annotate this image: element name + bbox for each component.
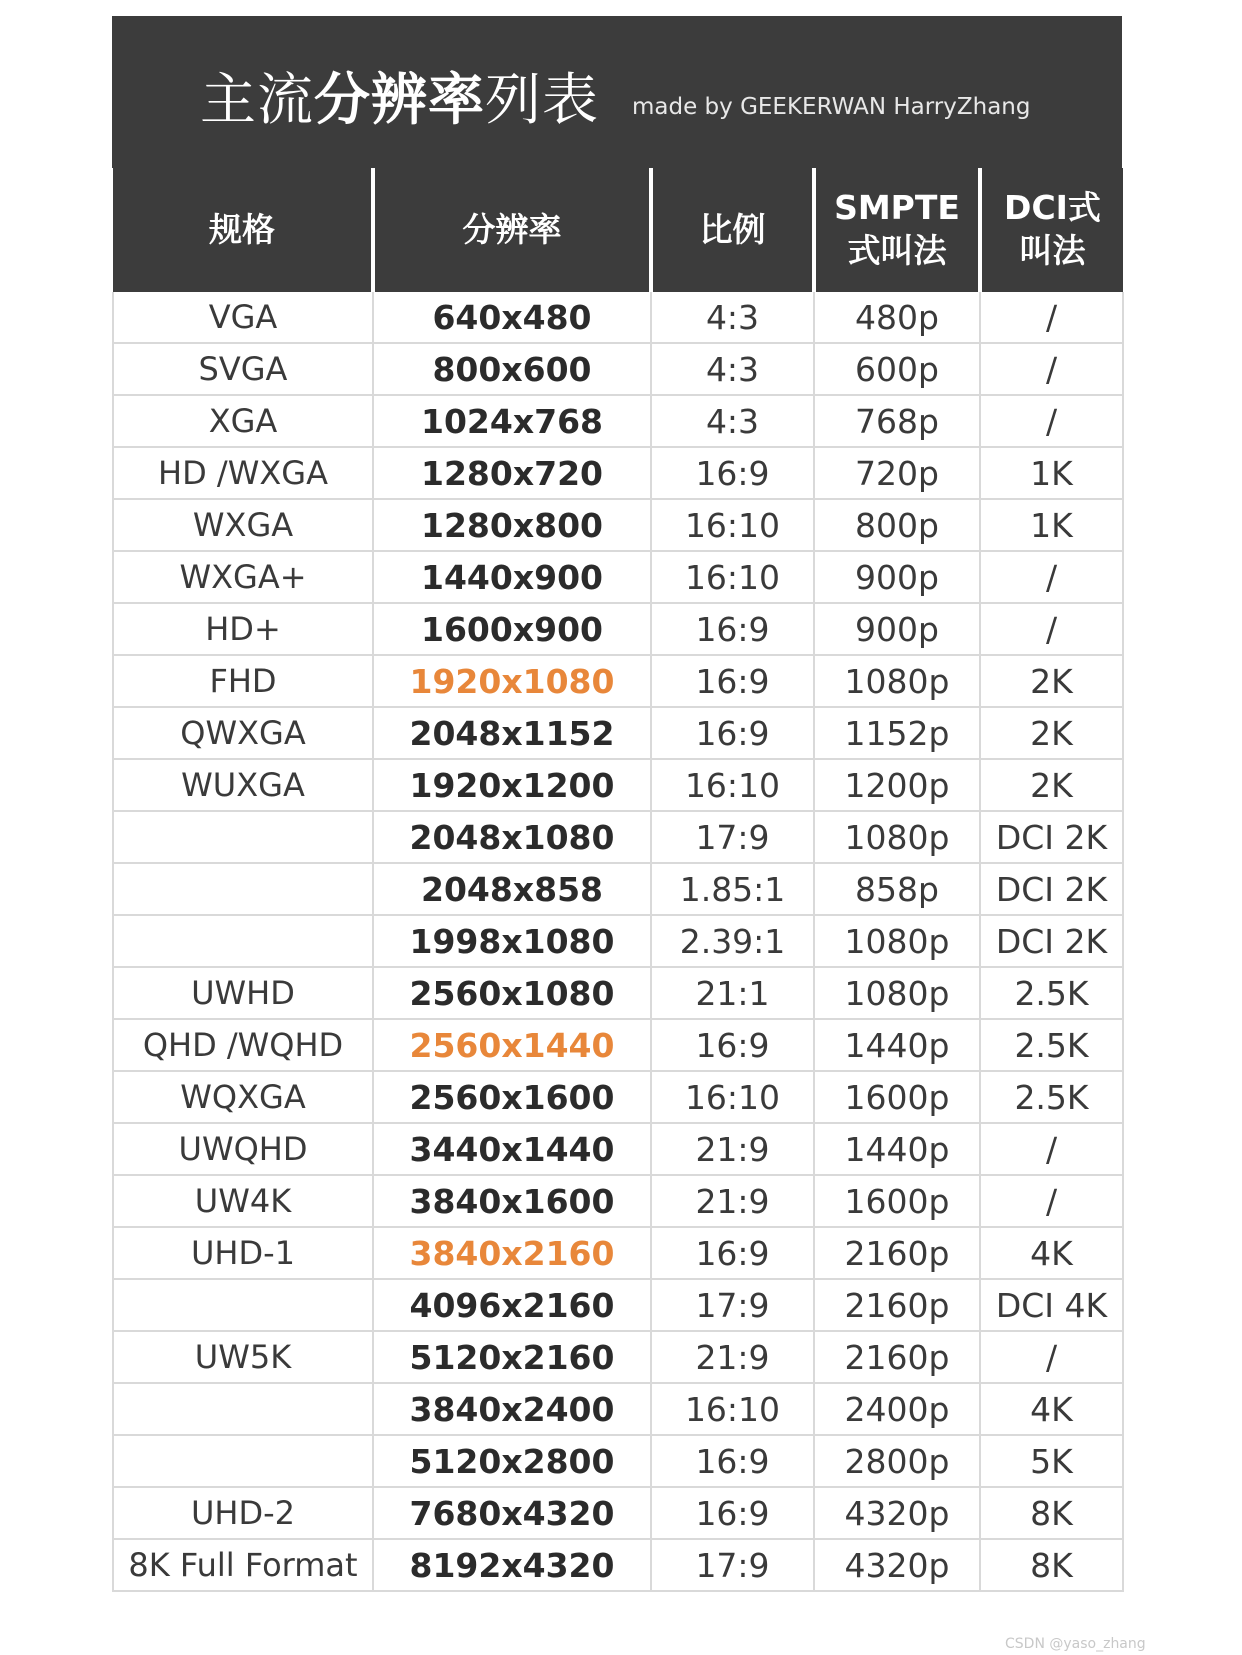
cell-ratio: 17:9 <box>651 1539 814 1591</box>
cell-dci: 8K <box>980 1539 1123 1591</box>
cell-smpte: 1080p <box>814 655 980 707</box>
cell-smpte: 900p <box>814 551 980 603</box>
cell-resolution: 3840x2400 <box>373 1383 651 1435</box>
cell-spec <box>113 811 373 863</box>
cell-smpte: 900p <box>814 603 980 655</box>
cell-dci: 2.5K <box>980 1071 1123 1123</box>
cell-resolution: 1440x900 <box>373 551 651 603</box>
table-row <box>113 1123 1123 1175</box>
cell-spec <box>113 1435 373 1487</box>
table-row <box>113 1175 1123 1227</box>
cell-dci: 2K <box>980 759 1123 811</box>
cell-dci: 2K <box>980 707 1123 759</box>
cell-ratio: 16:9 <box>651 603 814 655</box>
cell-smpte: 2160p <box>814 1279 980 1331</box>
cell-spec: UHD-2 <box>113 1487 373 1539</box>
cell-smpte: 480p <box>814 292 980 343</box>
table-row <box>113 1383 1123 1435</box>
header-smpte-line1: SMPTE <box>834 188 960 228</box>
cell-ratio: 16:10 <box>651 499 814 551</box>
cell-ratio: 16:9 <box>651 1227 814 1279</box>
cell-smpte: 4320p <box>814 1487 980 1539</box>
cell-dci: DCI 2K <box>980 863 1123 915</box>
cell-resolution: 1024x768 <box>373 395 651 447</box>
cell-dci: 5K <box>980 1435 1123 1487</box>
watermark: CSDN @yaso_zhang <box>1005 1636 1146 1652</box>
table-row <box>113 967 1123 1019</box>
cell-dci: DCI 2K <box>980 811 1123 863</box>
cell-smpte: 768p <box>814 395 980 447</box>
cell-spec: UHD-1 <box>113 1227 373 1279</box>
cell-resolution: 1600x900 <box>373 603 651 655</box>
cell-smpte: 1080p <box>814 967 980 1019</box>
table-row <box>113 551 1123 603</box>
cell-dci: / <box>980 395 1123 447</box>
cell-smpte: 1200p <box>814 759 980 811</box>
cell-ratio: 1.85:1 <box>651 863 814 915</box>
cell-smpte: 2800p <box>814 1435 980 1487</box>
cell-ratio: 16:9 <box>651 1019 814 1071</box>
header-spec: 规格 <box>113 168 373 292</box>
cell-ratio: 16:9 <box>651 655 814 707</box>
cell-resolution: 3440x1440 <box>373 1123 651 1175</box>
cell-spec: WQXGA <box>113 1071 373 1123</box>
header-smpte-line2: 式叫法 <box>847 231 947 270</box>
cell-resolution: 4096x2160 <box>373 1279 651 1331</box>
table-row <box>113 1227 1123 1279</box>
cell-spec: UW4K <box>113 1175 373 1227</box>
title-banner <box>112 16 1122 168</box>
cell-resolution: 2560x1600 <box>373 1071 651 1123</box>
resolution-table <box>112 168 1124 1592</box>
header-dci-line2: 叫法 <box>1019 231 1086 270</box>
cell-spec: HD /WXGA <box>113 447 373 499</box>
cell-resolution: 2048x858 <box>373 863 651 915</box>
cell-resolution: 1998x1080 <box>373 915 651 967</box>
cell-resolution: 2048x1152 <box>373 707 651 759</box>
cell-smpte: 720p <box>814 447 980 499</box>
cell-dci: / <box>980 1331 1123 1383</box>
cell-ratio: 16:9 <box>651 447 814 499</box>
cell-spec <box>113 863 373 915</box>
cell-ratio: 4:3 <box>651 292 814 343</box>
cell-smpte: 2160p <box>814 1227 980 1279</box>
page-title <box>200 56 599 136</box>
cell-resolution: 3840x2160 <box>373 1227 651 1279</box>
cell-spec: WUXGA <box>113 759 373 811</box>
cell-spec: UWQHD <box>113 1123 373 1175</box>
cell-ratio: 17:9 <box>651 811 814 863</box>
cell-spec: SVGA <box>113 343 373 395</box>
cell-dci: / <box>980 292 1123 343</box>
table-body <box>113 292 1123 1591</box>
cell-resolution: 7680x4320 <box>373 1487 651 1539</box>
cell-dci: 2.5K <box>980 1019 1123 1071</box>
cell-ratio: 16:10 <box>651 759 814 811</box>
table-row <box>113 603 1123 655</box>
cell-resolution: 3840x1600 <box>373 1175 651 1227</box>
cell-ratio: 16:10 <box>651 1071 814 1123</box>
cell-smpte: 1600p <box>814 1071 980 1123</box>
cell-spec: QHD /WQHD <box>113 1019 373 1071</box>
cell-smpte: 2400p <box>814 1383 980 1435</box>
cell-ratio: 4:3 <box>651 343 814 395</box>
cell-ratio: 16:9 <box>651 707 814 759</box>
cell-spec: HD+ <box>113 603 373 655</box>
header-dci <box>980 168 1123 292</box>
cell-resolution: 640x480 <box>373 292 651 343</box>
table-row <box>113 447 1123 499</box>
cell-dci: DCI 4K <box>980 1279 1123 1331</box>
cell-dci: 8K <box>980 1487 1123 1539</box>
cell-spec: QWXGA <box>113 707 373 759</box>
cell-resolution: 2048x1080 <box>373 811 651 863</box>
cell-spec: 8K Full Format <box>113 1539 373 1591</box>
header-resolution: 分辨率 <box>373 168 651 292</box>
cell-resolution: 1280x800 <box>373 499 651 551</box>
cell-smpte: 600p <box>814 343 980 395</box>
cell-dci: / <box>980 1123 1123 1175</box>
cell-dci: / <box>980 1175 1123 1227</box>
cell-spec: UW5K <box>113 1331 373 1383</box>
cell-smpte: 1440p <box>814 1123 980 1175</box>
cell-spec: FHD <box>113 655 373 707</box>
cell-smpte: 1152p <box>814 707 980 759</box>
cell-spec: VGA <box>113 292 373 343</box>
cell-ratio: 16:9 <box>651 1435 814 1487</box>
table-row <box>113 1539 1123 1591</box>
table-row <box>113 1331 1123 1383</box>
cell-ratio: 21:9 <box>651 1331 814 1383</box>
table-row <box>113 1279 1123 1331</box>
cell-dci: 2K <box>980 655 1123 707</box>
cell-ratio: 16:10 <box>651 1383 814 1435</box>
cell-ratio: 17:9 <box>651 1279 814 1331</box>
table-row <box>113 759 1123 811</box>
cell-resolution: 1920x1080 <box>373 655 651 707</box>
cell-dci: 2.5K <box>980 967 1123 1019</box>
cell-smpte: 858p <box>814 863 980 915</box>
cell-resolution: 800x600 <box>373 343 651 395</box>
cell-ratio: 2.39:1 <box>651 915 814 967</box>
cell-dci: / <box>980 603 1123 655</box>
title-part-2: 列表 <box>485 68 599 133</box>
cell-ratio: 16:9 <box>651 1487 814 1539</box>
cell-spec: UWHD <box>113 967 373 1019</box>
cell-resolution: 8192x4320 <box>373 1539 651 1591</box>
cell-dci: / <box>980 343 1123 395</box>
table-row <box>113 707 1123 759</box>
resolution-sheet <box>112 16 1122 1592</box>
cell-spec <box>113 915 373 967</box>
table-row <box>113 292 1123 343</box>
cell-spec <box>113 1383 373 1435</box>
cell-smpte: 4320p <box>814 1539 980 1591</box>
cell-dci: 4K <box>980 1227 1123 1279</box>
cell-dci: DCI 2K <box>980 915 1123 967</box>
cell-spec: XGA <box>113 395 373 447</box>
cell-ratio: 4:3 <box>651 395 814 447</box>
cell-resolution: 1920x1200 <box>373 759 651 811</box>
cell-smpte: 1080p <box>814 915 980 967</box>
cell-smpte: 1080p <box>814 811 980 863</box>
table-row <box>113 343 1123 395</box>
header-dci-line1: DCI式 <box>1004 188 1101 228</box>
cell-ratio: 21:9 <box>651 1175 814 1227</box>
author-credit: made by GEEKERWAN HarryZhang <box>632 94 1031 120</box>
header-smpte <box>814 168 980 292</box>
cell-resolution: 2560x1080 <box>373 967 651 1019</box>
cell-resolution: 5120x2160 <box>373 1331 651 1383</box>
cell-smpte: 1600p <box>814 1175 980 1227</box>
table-row <box>113 395 1123 447</box>
table-row <box>113 1019 1123 1071</box>
cell-ratio: 21:9 <box>651 1123 814 1175</box>
cell-dci: 4K <box>980 1383 1123 1435</box>
cell-smpte: 800p <box>814 499 980 551</box>
cell-resolution: 5120x2800 <box>373 1435 651 1487</box>
cell-resolution: 1280x720 <box>373 447 651 499</box>
cell-spec: WXGA+ <box>113 551 373 603</box>
table-row <box>113 655 1123 707</box>
cell-smpte: 2160p <box>814 1331 980 1383</box>
cell-dci: 1K <box>980 499 1123 551</box>
table-row <box>113 811 1123 863</box>
table-header-row <box>113 168 1123 292</box>
table-row <box>113 915 1123 967</box>
title-part-bold: 分辨率 <box>314 68 485 133</box>
cell-resolution: 2560x1440 <box>373 1019 651 1071</box>
cell-spec <box>113 1279 373 1331</box>
cell-dci: 1K <box>980 447 1123 499</box>
cell-dci: / <box>980 551 1123 603</box>
table-row <box>113 1071 1123 1123</box>
table-row <box>113 863 1123 915</box>
cell-spec: WXGA <box>113 499 373 551</box>
cell-smpte: 1440p <box>814 1019 980 1071</box>
cell-ratio: 21:1 <box>651 967 814 1019</box>
table-row <box>113 1487 1123 1539</box>
table-row <box>113 1435 1123 1487</box>
cell-ratio: 16:10 <box>651 551 814 603</box>
table-row <box>113 499 1123 551</box>
header-ratio: 比例 <box>651 168 814 292</box>
title-part-1: 主流 <box>200 68 314 133</box>
